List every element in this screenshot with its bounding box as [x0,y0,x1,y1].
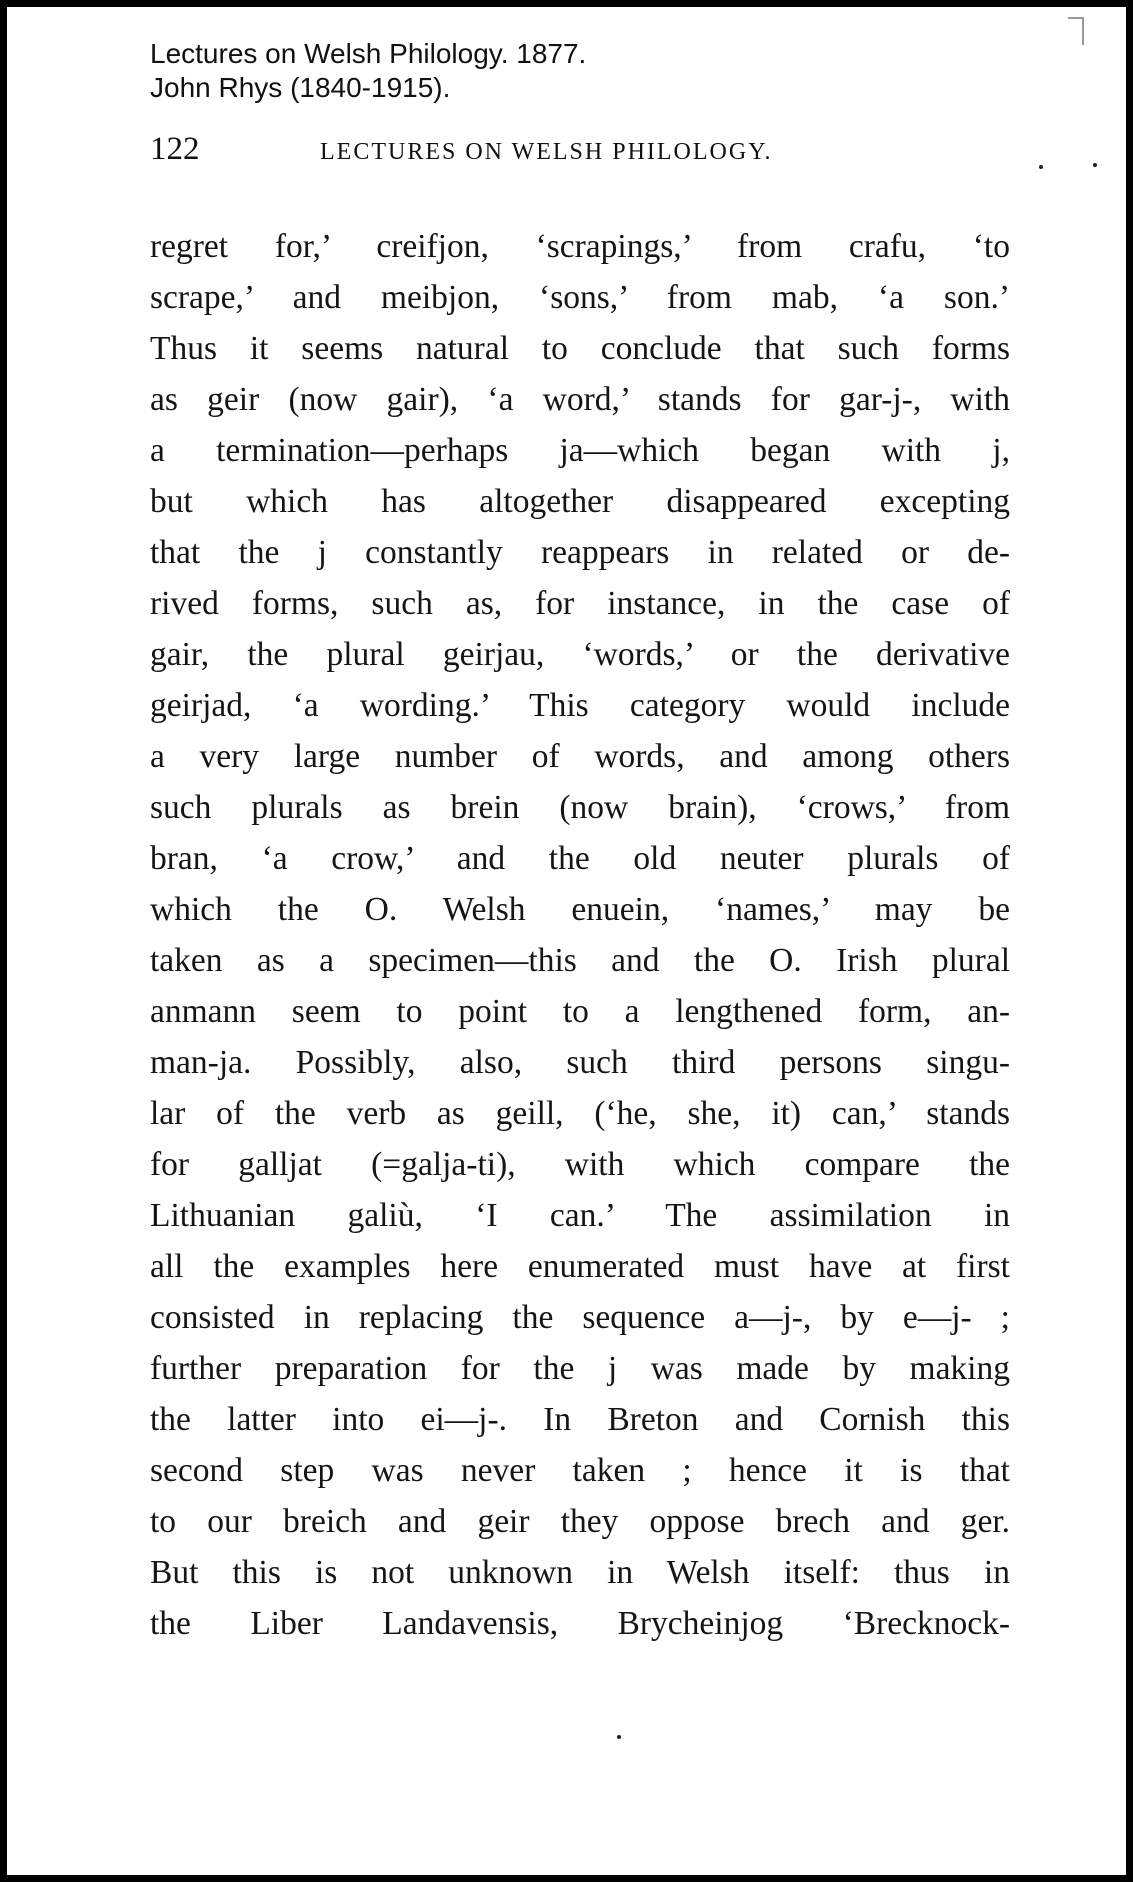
text-line: all the examples here enumerated must have at first [150,1248,1010,1285]
text-line: rived forms, such as, for instance, in the case of [150,585,1010,622]
text-line: lar of the verb as geill, (‘he, she, it) can,’ stands [150,1095,1010,1132]
text-line: a termination—perhaps ja—which began with j, [150,432,1010,469]
scan-speck [617,1735,621,1739]
text-line: gair, the plural geirjau, ‘words,’ or the derivative [150,636,1010,673]
text-line: second step was never taken ; hence it is that [150,1452,1010,1489]
text-line: which the O. Welsh enuein, ‘names,’ may be [150,891,1010,928]
text-line: as geir (now gair), ‘a word,’ stands for gar-j-, with [150,381,1010,418]
text-line: that the j constantly reappears in related or de- [150,534,1010,571]
text-line: the latter into ei—j-. In Breton and Cornish this [150,1401,1010,1438]
source-caption [150,37,586,105]
scan-speck [1093,163,1097,167]
scan-corner-mark [1068,17,1084,45]
text-line: Lithuanian galiù, ‘I can.’ The assimilation in [150,1197,1010,1234]
running-head [150,129,1010,169]
caption-title-line: Lectures on Welsh Philology. 1877. [150,38,587,69]
text-line: scrape,’ and meibjon, ‘sons,’ from mab, ‘a son.’ [150,279,1010,316]
text-line: taken as a specimen—this and the O. Irish plural [150,942,1010,979]
text-line: but which has altogether disappeared excepting [150,483,1010,520]
text-line: consisted in replacing the sequence a—j-, by e—j- ; [150,1299,1010,1336]
text-line: bran, ‘a crow,’ and the old neuter plurals of [150,840,1010,877]
text-line: the Liber Landavensis, Brycheinjog ‘Brecknock- [150,1605,1010,1642]
text-line: to our breich and geir they oppose brech and ger. [150,1503,1010,1540]
text-line: geirjad, ‘a wording.’ This category would include [150,687,1010,724]
scan-speck [1039,165,1043,169]
page-number: 122 [150,131,200,167]
text-line: anmann seem to point to a lengthened form, an- [150,993,1010,1030]
running-title: LECTURES ON WELSH PHILOLOGY. [320,139,773,165]
text-line: regret for,’ creifjon, ‘scrapings,’ from crafu, ‘to [150,228,1010,265]
text-line: such plurals as brein (now brain), ‘crows,’ from [150,789,1010,826]
body-text [150,221,1010,1649]
text-line: further preparation for the j was made by making [150,1350,1010,1387]
text-line: Thus it seems natural to conclude that such forms [150,330,1010,367]
caption-author-line: John Rhys (1840-1915). [150,72,451,103]
text-line: But this is not unknown in Welsh itself: thus in [150,1554,1010,1591]
text-line: for galljat (=galja-ti), with which compare the [150,1146,1010,1183]
text-line: man-ja. Possibly, also, such third persons singu- [150,1044,1010,1081]
text-line: a very large number of words, and among others [150,738,1010,775]
